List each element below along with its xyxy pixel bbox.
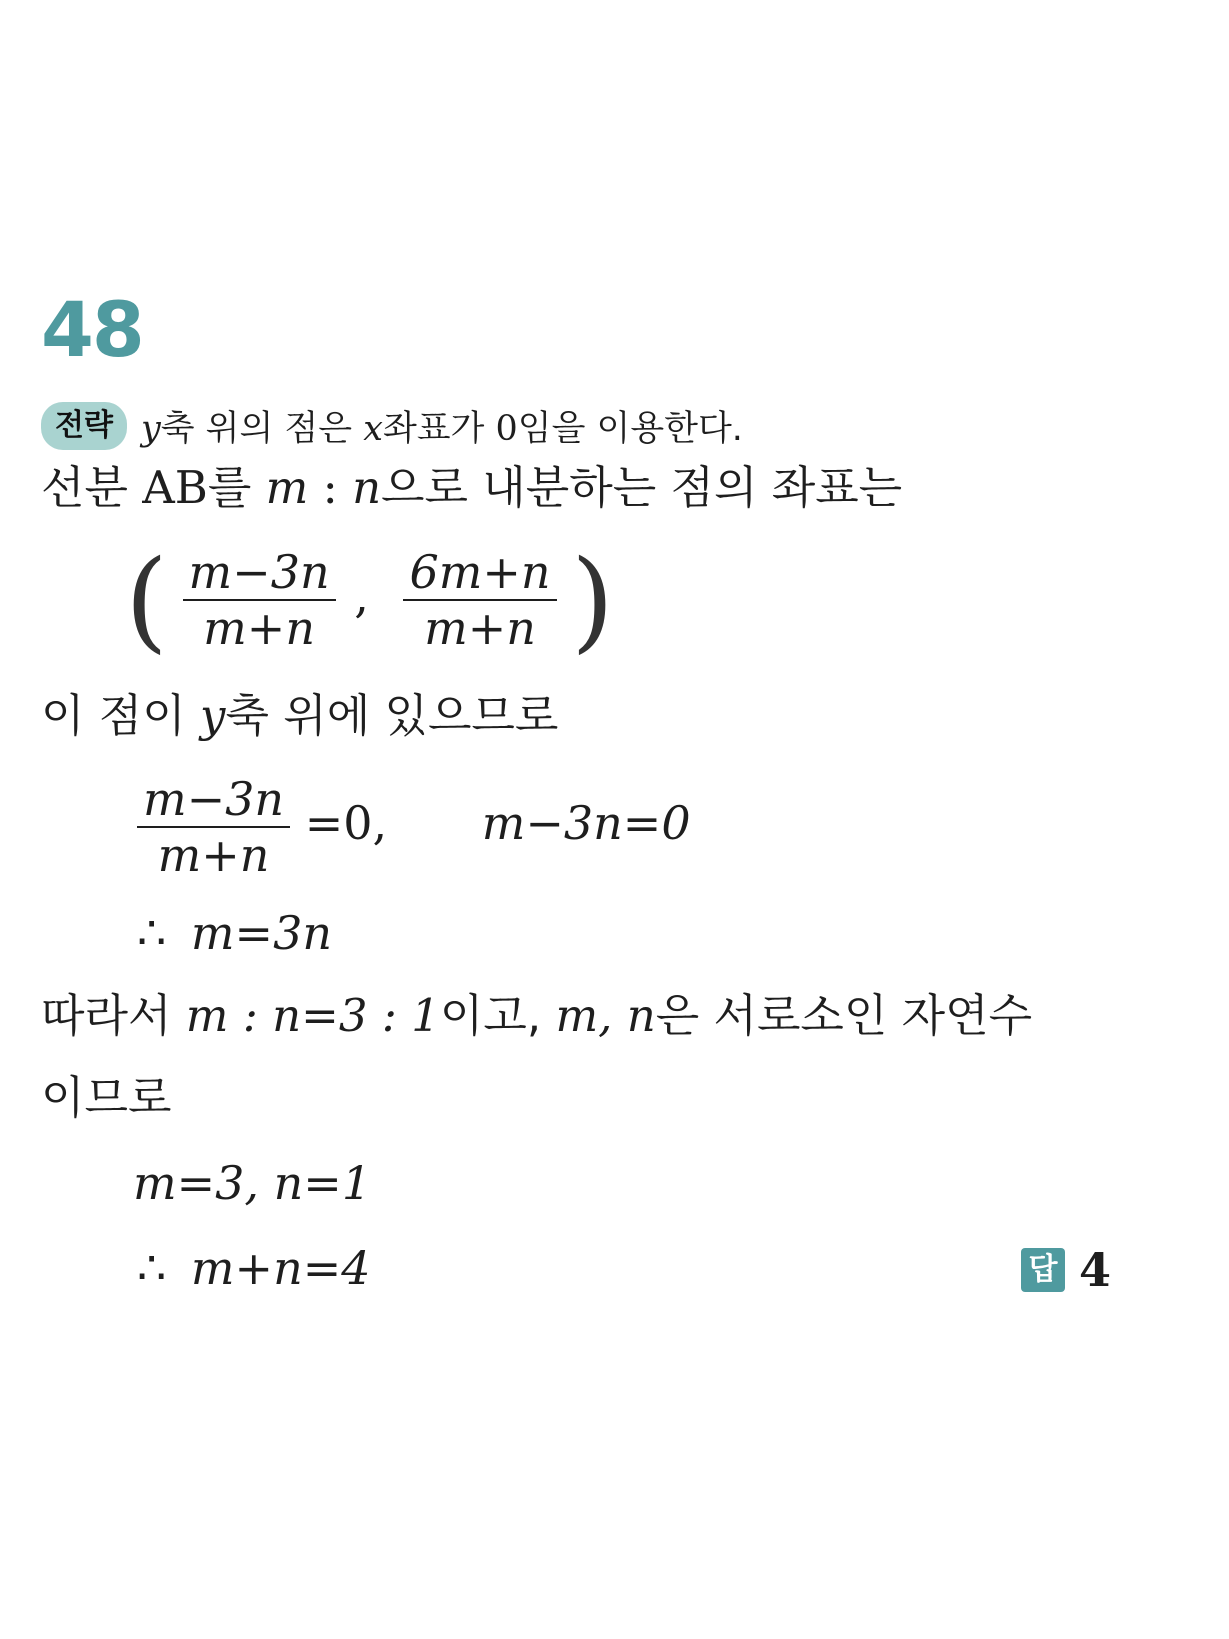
coordinate-expression	[125, 536, 615, 664]
frac-eq1	[137, 772, 290, 882]
equation-4	[137, 1238, 371, 1298]
line1-text1: 선분	[41, 461, 143, 514]
therefore-symbol: ∴	[137, 906, 167, 960]
solution-line-3	[41, 986, 1032, 1046]
line1-text3: 으로 내분하는 점의 좌표는	[381, 461, 903, 514]
line3-text3: 은 서로소인 자연수	[655, 989, 1033, 1042]
eq1-simplified: m−3n=0	[481, 796, 691, 850]
strategy-text	[141, 401, 743, 451]
answer-badge: 답	[1021, 1248, 1065, 1292]
solution-line-4: 이므로	[41, 1071, 172, 1124]
line3-text1: 따라서	[41, 989, 186, 1042]
line3-text2: 이고,	[439, 989, 556, 1042]
segment-ab: AB	[142, 461, 208, 514]
frac-x-coord	[183, 545, 336, 655]
strategy-line	[41, 400, 743, 452]
right-paren: )	[571, 536, 615, 664]
var-n: n	[352, 461, 382, 514]
equation-2	[137, 903, 332, 963]
eq1-numerator: m−3n	[137, 772, 290, 828]
line2-text2: 축 위에 있으므로	[225, 689, 559, 742]
frac1-denominator: m+n	[203, 601, 315, 655]
frac1-numerator: m−3n	[183, 545, 336, 601]
solution-line-1	[41, 458, 902, 518]
frac2-denominator: m+n	[424, 601, 536, 655]
left-paren: (	[125, 536, 168, 664]
ratio-colon: :	[308, 461, 353, 514]
answer-value: 4	[1078, 1243, 1111, 1297]
eq4-expression: m+n=4	[190, 1241, 371, 1295]
answer	[1021, 1243, 1111, 1297]
frac2-numerator: 6m+n	[403, 545, 556, 601]
var-y-2: y	[200, 689, 226, 742]
frac-y-coord	[403, 545, 556, 655]
line1-text2: 를	[207, 461, 266, 514]
strategy-text-1: 축 위의 점은	[160, 409, 364, 449]
eq1-rhs: =0,	[304, 796, 388, 850]
eq2-expression: m=3n	[190, 906, 332, 960]
var-x: x	[363, 409, 383, 449]
var-y: y	[140, 409, 161, 449]
equation-3: m=3, n=1	[133, 1156, 372, 1210]
strategy-badge: 전략	[41, 402, 127, 450]
strategy-text-3: 임을 이용한다.	[517, 409, 743, 449]
therefore-symbol-2: ∴	[137, 1241, 167, 1295]
eq1-denominator: m+n	[157, 828, 270, 882]
strategy-zero: 0	[495, 409, 518, 449]
line2-text1: 이 점이	[41, 689, 201, 742]
var-m: m	[265, 461, 309, 514]
strategy-text-2: 좌표가	[382, 409, 496, 449]
equation-1	[137, 772, 691, 882]
vars-mn: m, n	[555, 989, 656, 1042]
problem-number: 48	[41, 285, 143, 374]
coords-comma: ,	[354, 569, 369, 623]
ratio-expression: m : n=3 : 1	[185, 989, 440, 1042]
solution-line-2	[41, 686, 558, 746]
